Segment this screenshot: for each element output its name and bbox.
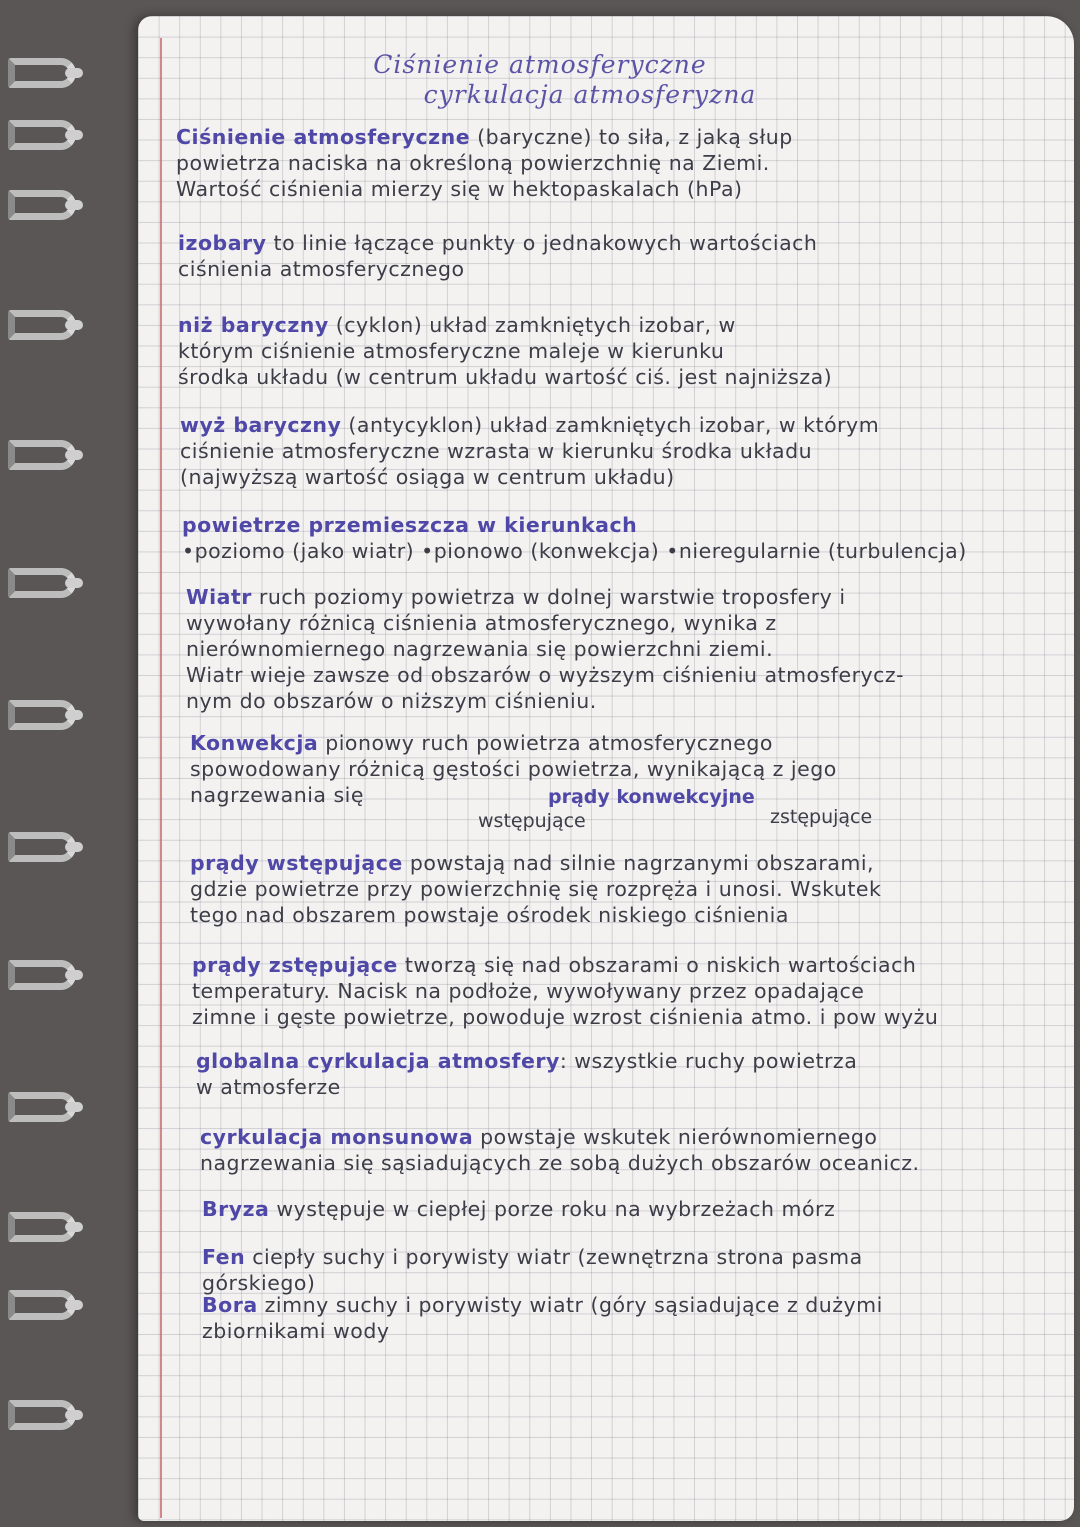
note-text: nym do obszarów o niższym ciśnieniu. [186,689,597,713]
note-line [200,1150,920,1176]
binder-ring [8,58,76,88]
binder-ring [8,1290,76,1320]
note-text: wywołany różnicą ciśnienia atmosferycznego, wynika z [186,611,777,635]
note-section [200,1124,920,1176]
note-text: (cyklon) układ zamkniętych izobar, w [328,313,736,337]
note-line [178,364,832,390]
note-text: powstaje wskutek nierównomiernego [473,1125,878,1149]
binder-ring [8,1212,76,1242]
note-line [178,338,832,364]
note-section [192,952,938,1030]
note-text: nagrzewania się [190,783,364,807]
note-line [180,438,879,464]
note-line [202,1292,883,1318]
note-line [202,1244,863,1270]
note-line [178,312,832,338]
note-line [190,850,881,876]
note-text: Wartość ciśnienia mierzy się w hektopaskalach (hPa) [176,177,743,201]
note-term: Konwekcja [190,731,319,755]
note-line [176,176,793,202]
note-section [180,412,879,490]
note-term: Wiatr [186,585,252,609]
note-section [178,230,817,282]
note-line [200,1124,920,1150]
note-section [202,1196,835,1222]
note-term: Ciśnienie atmosferyczne [176,125,471,149]
note-text: temperatury. Nacisk na podłoże, wywoływany przez opadające [192,979,865,1003]
note-term: niż baryczny [178,313,329,337]
note-line [176,124,793,150]
note-line [192,952,938,978]
note-text: ciśnienia atmosferycznego [178,257,465,281]
note-line [186,662,904,688]
binder-ring [8,190,76,220]
note-text: powstają nad silnie nagrzanymi obszarami, [402,851,875,875]
note-text: występuje w ciepłej porze roku na wybrzeżach mórz [269,1197,836,1221]
note-line [178,230,817,256]
note-line [186,636,904,662]
note-section [196,1048,857,1100]
note-line [180,464,879,490]
note-text: górskiego) [202,1271,316,1295]
note-line [186,610,904,636]
note-term: prądy wstępujące [190,851,403,875]
note-term: cyrkulacja monsunowa [200,1125,474,1149]
note-text: ruch poziomy powietrza w dolnej warstwie troposfery i [251,585,846,609]
note-text: Wiatr wieje zawsze od obszarów o wyższym ciśnieniu atmosferycz- [186,663,905,687]
note-term: wyż baryczny [180,413,342,437]
note-text: : wszystkie ruchy powietrza [559,1049,858,1073]
note-section [178,312,832,390]
note-line [176,150,793,176]
binder-ring [8,568,76,598]
note-text: (baryczne) to siła, z jaką słup [470,125,793,149]
note-line [192,978,938,1004]
note-section [202,1292,883,1344]
note-term: Bora [202,1293,258,1317]
note-line [190,756,837,782]
note-text: •poziomo (jako wiatr) •pionowo (konwekcja) •nieregularnie (turbulencja) [182,539,967,563]
note-text: to linie łączące punkty o jednakowych wartościach [266,231,818,255]
note-line [190,730,837,756]
note-text: pionowy ruch powietrza atmosferycznego [318,731,773,755]
note-text: (najwyższą wartość osiąga w centrum układu) [180,465,675,489]
note-text: zimny suchy i porywisty wiatr (góry sąsiadujące z dużymi [257,1293,883,1317]
binder-ring [8,440,76,470]
branch-right: zstępujące [770,806,873,828]
note-text: nierównomiernego nagrzewania się powierzchni ziemi. [186,637,774,661]
note-text: zimne i gęste powietrze, powoduje wzrost ciśnienia atmo. i pow wyżu [192,1005,939,1029]
note-text: tego nad obszarem powstaje ośrodek niskiego ciśnienia [190,903,789,927]
note-term: prądy zstępujące [192,953,398,977]
note-term: izobary [178,231,267,255]
note-line [180,412,879,438]
binder-ring [8,310,76,340]
note-line [196,1074,857,1100]
note-term: powietrze przemieszcza w kierunkach [182,513,638,537]
note-line [178,256,817,282]
note-text: którym ciśnienie atmosferyczne maleje w kierunku [178,339,725,363]
note-section [190,850,881,928]
binder-ring [8,1400,76,1430]
note-line [182,512,967,538]
note-text: środka układu (w centrum układu wartość ciś. jest najniższa) [178,365,833,389]
note-term: globalna cyrkulacja atmosfery [196,1049,560,1073]
note-text: tworzą się nad obszarami o niskich wartościach [397,953,917,977]
note-text: powietrza naciska na określoną powierzchnię na Ziemi. [176,151,770,175]
binder-ring [8,832,76,862]
binder-rings [0,0,140,1527]
note-section [182,512,967,564]
note-text: ciepły suchy i porywisty wiatr (zewnętrzna strona pasma [245,1245,863,1269]
note-text: (antycyklon) układ zamkniętych izobar, w którym [341,413,880,437]
note-line [196,1048,857,1074]
note-line [186,584,904,610]
note-section [186,584,904,714]
note-line [202,1196,835,1222]
note-line [202,1318,883,1344]
note-text: w atmosferze [196,1075,341,1099]
page-title: Ciśnienie atmosferyczne [373,50,707,79]
note-text: ciśnienie atmosferyczne wzrasta w kierunku środka układu [180,439,813,463]
note-text: nagrzewania się sąsiadujących ze sobą dużych obszarów oceanicz. [200,1151,920,1175]
binder-ring [8,120,76,150]
note-term: Bryza [202,1197,270,1221]
note-line [182,538,967,564]
page-subtitle: cyrkulacja atmosferyzna [423,80,757,109]
note-line [192,1004,938,1030]
note-text: gdzie powietrze przy powierzchnię się rozpręża i unosi. Wskutek [190,877,882,901]
note-term: Fen [202,1245,246,1269]
note-line [186,688,904,714]
note-text: zbiornikami wody [202,1319,390,1343]
note-section [202,1244,863,1296]
branch-label: prądy konwekcyjne [548,786,755,808]
note-line [190,902,881,928]
note-text: spowodowany różnicą gęstości powietrza, wynikającą z jego [190,757,837,781]
binder-ring [8,960,76,990]
note-line [190,876,881,902]
binder-ring [8,700,76,730]
branch-left: wstępujące [478,810,586,832]
binder-ring [8,1092,76,1122]
note-section [176,124,793,202]
margin-line [160,38,162,1518]
